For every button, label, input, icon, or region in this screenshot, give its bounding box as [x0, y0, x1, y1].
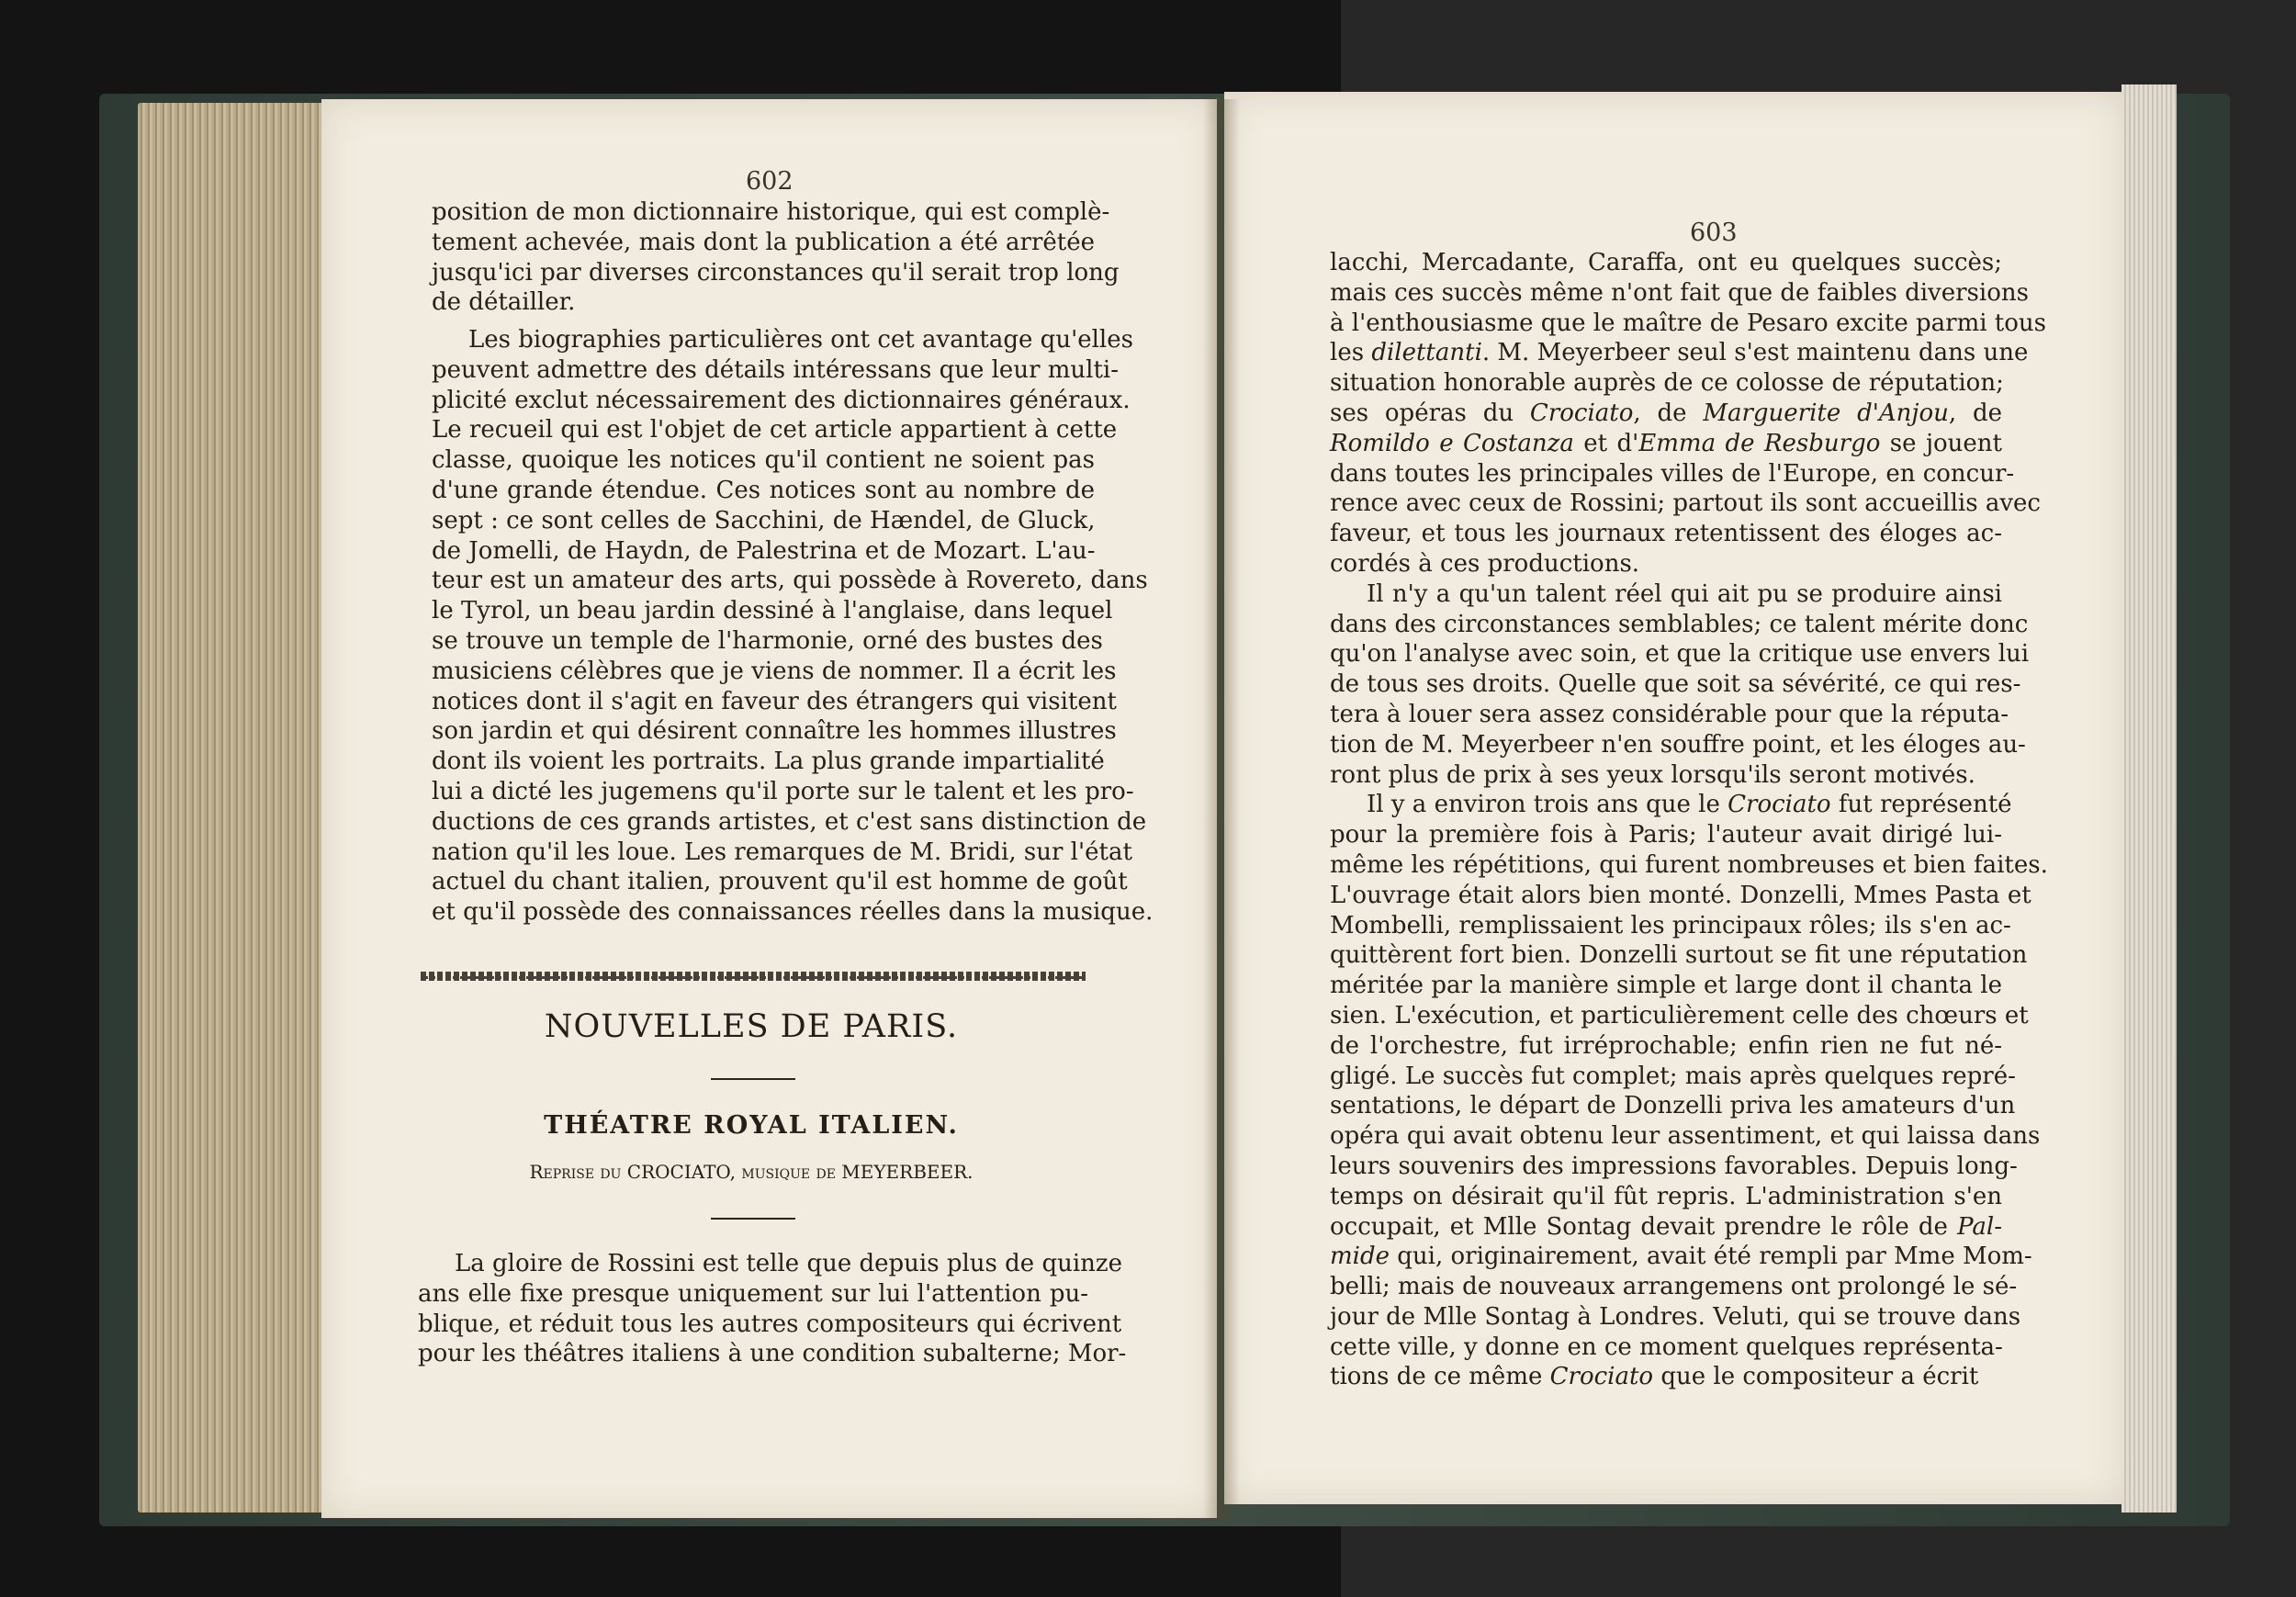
- text-line: Le recueil qui est l'objet de cet article appartient à cette: [432, 416, 1118, 444]
- text-run: lacchi, Mercadante, Caraffa, ont eu quelques succès;: [1330, 249, 2002, 276]
- text-run: méritée par la manière simple et large dont il chanta le: [1330, 972, 2002, 1000]
- text-line: [1330, 730, 2026, 760]
- text-line: nation qu'il les loue. Les remarques de M. Bridi, sur l'état: [432, 838, 1132, 866]
- text-line: plicité exclut nécessairement des dictionnaires généraux.: [432, 386, 1131, 414]
- text-line: [1330, 579, 2002, 610]
- text-line: notices dont il s'agit en faveur des étrangers qui visitent: [432, 687, 1117, 715]
- text-line: classe, quoique les notices qu'il contient ne soient pas: [432, 446, 1095, 475]
- text-line: [1330, 368, 2002, 399]
- text-run: leurs souvenirs des impressions favorables. Depuis long-: [1330, 1152, 2018, 1180]
- title-rule-top: [711, 1078, 795, 1080]
- text-run: Mombelli, remplissaient les principaux rôles; ils s'en ac-: [1330, 911, 2011, 939]
- italic-text: Romildo e Costanza: [1330, 429, 1574, 457]
- text-line: La gloire de Rossini est telle que depuis plus de quinze: [455, 1250, 1122, 1277]
- text-run: tera à louer sera assez considérable pour que la réputa-: [1330, 700, 2009, 728]
- text-run: L'ouvrage était alors bien monté. Donzelli, Mmes Pasta et: [1330, 881, 2032, 909]
- text-run: mais ces succès même n'ont fait que de faibles diversions: [1330, 278, 2029, 307]
- text-line: [1330, 519, 2002, 549]
- text-line: [1330, 610, 2029, 640]
- text-line: [1330, 1091, 2016, 1121]
- italic-text: Marguerite d'Anjou: [1703, 399, 1949, 427]
- text-run: rence avec ceux de Rossini; partout ils sont accueillis avec: [1330, 489, 2041, 518]
- text-run: pour la première fois à Paris; l'auteur avait dirigé lui-: [1330, 821, 2002, 849]
- text-run: . M. Meyerbeer seul s'est maintenu dans une: [1481, 339, 2029, 367]
- italic-text: mide: [1330, 1243, 1390, 1271]
- text-run: qu'on l'analyse avec soin, et que la critique use envers lui: [1330, 640, 2030, 669]
- text-line: [1330, 549, 2002, 579]
- text-line: musiciens célèbres que je viens de nommer. Il a écrit les: [432, 657, 1117, 685]
- page-edges-right: [2122, 84, 2177, 1513]
- text-line: [1330, 1302, 2021, 1333]
- italic-text: Crociato: [1549, 1363, 1654, 1391]
- left-paragraph-3: [418, 1249, 1127, 1369]
- article-subtitle-text: Reprise du CROCIATO, musique de MEYERBEER.: [529, 1161, 974, 1183]
- text-line: [1330, 399, 2002, 429]
- right-body-text: [1330, 248, 2048, 1392]
- text-line: [1330, 1121, 2041, 1152]
- text-run: faveur, et tous les journaux retentissent des éloges ac-: [1330, 520, 2002, 548]
- text-line: [1330, 881, 2032, 911]
- text-line: d'une grande étendue. Ces notices sont au nombre de: [432, 476, 1095, 504]
- text-run: opéra qui avait obtenu leur assentiment, et qui laissa dans: [1330, 1122, 2041, 1151]
- text-run: et d': [1573, 429, 1639, 457]
- text-line: sept : ce sont celles de Sacchini, de Hændel, de Gluck,: [432, 506, 1096, 534]
- text-line: [1330, 1152, 2018, 1182]
- text-run: les: [1330, 339, 1372, 367]
- text-line: [1330, 820, 2002, 850]
- text-line: de Jomelli, de Haydn, de Palestrina et de Mozart. L'au-: [432, 536, 1096, 565]
- text-line: [1330, 309, 2046, 339]
- text-run: , de: [1948, 399, 2003, 427]
- text-run: sien. L'exécution, et particulièrement celle des chœurs et: [1330, 1001, 2029, 1029]
- text-line: son jardin et qui désirent connaître les hommes illustres: [432, 717, 1117, 746]
- text-run: Il y a environ trois ans que le: [1367, 791, 1728, 819]
- text-line: ans elle fixe presque uniquement sur lui l'attention pu-: [418, 1279, 1088, 1308]
- text-line: position de mon dictionnaire historique, qui est complè-: [432, 198, 1110, 226]
- text-line: Les biographies particulières ont cet avantage qu'elles: [468, 326, 1133, 354]
- text-line: [1330, 850, 2048, 881]
- text-line: [1330, 1182, 2002, 1212]
- text-run: jour de Mlle Sontag à Londres. Veluti, qui se trouve dans: [1330, 1302, 2021, 1331]
- left-page-number: 602: [746, 167, 793, 196]
- left-paragraph-1: [432, 197, 1120, 318]
- text-run: de tous ses droits. Quelle que soit sa sévérité, ce qui res-: [1330, 670, 2021, 699]
- text-line: se trouve un temple de l'harmonie, orné des bustes des: [432, 626, 1103, 655]
- text-run: cette ville, y donne en ce moment quelques représenta-: [1330, 1333, 2003, 1361]
- text-line: teur est un amateur des arts, qui possède à Rovereto, dans: [432, 567, 1148, 595]
- text-run: dans des circonstances semblables; ce talent mérite donc: [1330, 610, 2029, 638]
- text-run: sentations, le départ de Donzelli priva les amateurs d'un: [1330, 1092, 2016, 1120]
- subsection-title: THÉATRE ROYAL ITALIEN.: [544, 1111, 959, 1140]
- text-line: [1330, 1031, 2002, 1062]
- text-line: [1330, 940, 2028, 971]
- text-line: [1330, 1242, 2032, 1272]
- text-run: quittèrent fort bien. Donzelli surtout se fit une réputation: [1330, 941, 2028, 970]
- text-run: situation honorable auprès de ce colosse de réputation;: [1330, 369, 2004, 398]
- section-divider: [421, 972, 1086, 981]
- left-paragraph-2: [432, 325, 1154, 928]
- right-page-number: 603: [1690, 219, 1738, 247]
- title-rule-bottom: [711, 1218, 795, 1220]
- text-run: de l'orchestre, fut irréprochable; enfin rien ne fut né-: [1330, 1031, 2002, 1060]
- text-run: tions de ce même: [1330, 1363, 1550, 1391]
- text-line: tement achevée, mais dont la publication a été arrêtée: [432, 228, 1095, 256]
- text-line: dont ils voient les portraits. La plus grande impartialité: [432, 748, 1105, 776]
- text-line: [1330, 790, 2012, 820]
- text-line: [1330, 1062, 2016, 1092]
- italic-text: Crociato: [1529, 399, 1634, 427]
- text-line: pour les théâtres italiens à une condition subalterne; Mor-: [418, 1340, 1127, 1368]
- text-run: belli; mais de nouveaux arrangemens ont prolongé le sé-: [1330, 1273, 2018, 1301]
- text-run: cordés à ces productions.: [1330, 549, 1640, 578]
- text-line: [1330, 971, 2002, 1001]
- text-line: [1330, 1362, 2002, 1392]
- text-run: même les répétitions, qui furent nombreuses et bien faites.: [1330, 850, 2048, 879]
- text-run: temps on désirait qu'il fût repris. L'administration s'en: [1330, 1182, 2002, 1210]
- text-line: [1330, 248, 2002, 278]
- text-line: [1330, 489, 2041, 519]
- book-gutter: [1203, 99, 1240, 1518]
- text-line: [1330, 1333, 2002, 1363]
- text-line: de détailler.: [432, 288, 576, 317]
- text-run: Il n'y a qu'un talent réel qui ait pu se produire ainsi: [1367, 579, 2002, 608]
- text-line: [1330, 700, 2009, 730]
- text-line: [1330, 1212, 2002, 1243]
- text-run: occupait, et Mlle Sontag devait prendre le rôle de: [1330, 1212, 1958, 1241]
- italic-text: dilettanti: [1371, 339, 1482, 367]
- italic-text: Crociato: [1728, 791, 1831, 819]
- article-subtitle: [421, 1161, 1082, 1183]
- text-run: ses opéras du: [1330, 399, 1530, 427]
- italic-text: Pal-: [1957, 1212, 2002, 1241]
- text-line: et qu'il possède des connaissances réelles dans la musique.: [432, 898, 1154, 927]
- text-run: qui, originairement, avait été rempli par Mme Mom-: [1390, 1243, 2032, 1271]
- italic-text: Emma de Resburgo: [1638, 429, 1881, 457]
- text-run: gligé. Le succès fut complet; mais après quelques repré-: [1330, 1062, 2016, 1090]
- text-line: actuel du chant italien, prouvent qu'il est homme de goût: [432, 868, 1128, 896]
- text-line: [1330, 429, 2002, 459]
- text-line: [1330, 1272, 2018, 1302]
- text-run: , de: [1633, 399, 1704, 427]
- section-title: NOUVELLES DE PARIS.: [544, 1008, 959, 1045]
- text-line: blique, et réduit tous les autres compositeurs qui écrivent: [418, 1310, 1122, 1338]
- text-run: que le compositeur a écrit: [1653, 1363, 1979, 1391]
- text-line: [1330, 760, 2002, 791]
- text-line: [1330, 669, 2021, 700]
- text-line: lui a dicté les jugemens qu'il porte sur le talent et les pro-: [432, 777, 1134, 805]
- text-run: dans toutes les principales villes de l'Europe, en concur-: [1330, 459, 2015, 488]
- text-run: ront plus de prix à ses yeux lorsqu'ils seront motivés.: [1330, 760, 1975, 789]
- text-line: jusqu'ici par diverses circonstances qu'il serait trop long: [432, 258, 1120, 287]
- text-line: [1330, 459, 2015, 489]
- text-line: [1330, 911, 2011, 941]
- text-line: peuvent admettre des détails intéressans que leur multi-: [432, 355, 1120, 384]
- text-line: [1330, 639, 2030, 669]
- text-line: ductions de ces grands artistes, et c'est sans distinction de: [432, 807, 1147, 836]
- text-line: le Tyrol, un beau jardin dessiné à l'anglaise, dans lequel: [432, 597, 1113, 625]
- text-line: [1330, 338, 2029, 368]
- text-run: se jouent: [1880, 429, 2002, 457]
- text-run: fut représenté: [1830, 791, 2012, 819]
- text-run: à l'enthousiasme que le maître de Pesaro excite parmi tous: [1330, 309, 2046, 337]
- text-line: [1330, 278, 2029, 309]
- page-edges-left: [138, 103, 326, 1513]
- text-line: [1330, 1001, 2029, 1031]
- text-run: tion de M. Meyerbeer n'en souffre point, et les éloges au-: [1330, 730, 2026, 759]
